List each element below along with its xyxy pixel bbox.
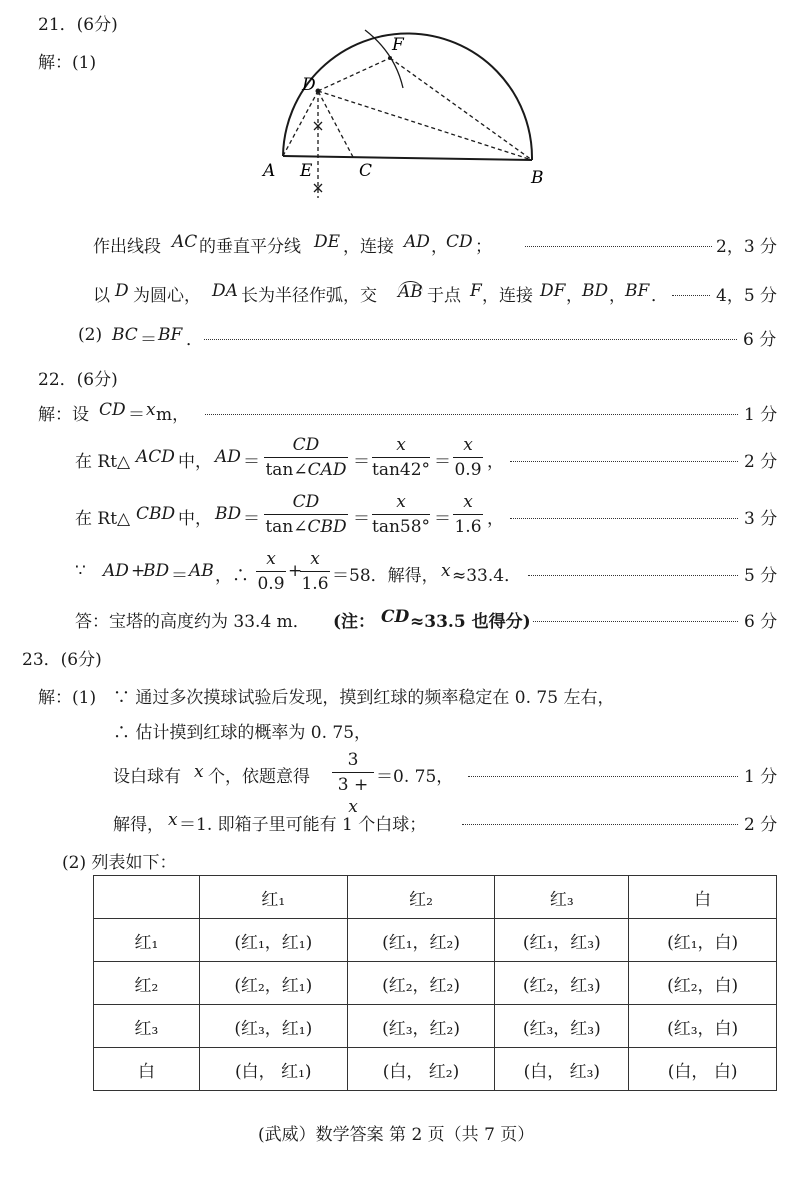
segment-df — [318, 58, 390, 91]
text: 以 — [93, 286, 110, 306]
table-row — [94, 1005, 777, 1048]
text: 在 Rt△ — [75, 452, 131, 472]
table-cell: 红₁ — [94, 919, 200, 962]
denominator: 1.6 — [454, 517, 482, 537]
text: CBD — [307, 517, 347, 537]
table-header-cell: 红₂ — [347, 876, 495, 919]
table-cell: (红₁，白) — [629, 919, 777, 962]
text: 3 + — [337, 775, 369, 795]
text: ， — [609, 286, 626, 306]
table-cell: 红₂ — [94, 962, 200, 1005]
text: ∵ — [75, 561, 86, 581]
text: AD — [404, 232, 430, 252]
outcome-table — [93, 875, 777, 1091]
table-header-cell: 红₁ — [199, 876, 347, 919]
leader-dots — [462, 824, 738, 825]
text: AD — [215, 447, 241, 467]
comma: ， — [487, 509, 504, 529]
q21-line2 — [0, 281, 808, 311]
q21-line1 — [0, 232, 808, 262]
segment-ab — [283, 156, 532, 160]
equals: ＝ — [434, 452, 451, 472]
table-row — [94, 919, 777, 962]
numerator: 3 — [347, 750, 359, 770]
text: (2) — [78, 325, 103, 345]
text: BC — [112, 325, 138, 345]
score: 1 分 — [744, 405, 778, 425]
denominator: 0.9 — [454, 460, 482, 480]
text: BD — [215, 504, 242, 524]
leader-dots — [510, 518, 738, 519]
table-cell: (白， 红₂) — [347, 1048, 495, 1091]
table-cell: (红₁，红₃) — [495, 919, 629, 962]
plus: + — [288, 561, 303, 581]
score: 6 分 — [743, 330, 777, 350]
score: 3 分 — [744, 509, 778, 529]
leader-dots — [528, 575, 738, 576]
text: DF — [540, 281, 566, 301]
table-cell: (白， 红₁) — [199, 1048, 347, 1091]
table-cell: (白， 白) — [629, 1048, 777, 1091]
denominator: 0.9 — [257, 574, 285, 594]
score: 2 分 — [744, 452, 778, 472]
fraction-bar — [372, 514, 430, 515]
text: CD — [99, 400, 126, 420]
answer-text: 答：宝塔的高度约为 33.4 m． — [75, 612, 310, 632]
numerator: x — [266, 549, 276, 569]
numerator: x — [310, 549, 320, 569]
numerator: x — [463, 492, 473, 512]
text: 为圆心， — [133, 286, 201, 306]
text: 解：设 — [38, 405, 89, 425]
text: ； — [475, 237, 492, 257]
fraction-bar — [372, 457, 430, 458]
label-f: F — [392, 35, 404, 55]
text: D — [115, 281, 129, 301]
text: AC — [172, 232, 198, 252]
table-cell: (红₂，红₁) — [199, 962, 347, 1005]
text: 作出线段 — [93, 237, 161, 257]
label-d: D — [302, 75, 316, 95]
fraction-bar — [453, 457, 483, 458]
geometry-figure — [255, 28, 555, 203]
text: ＝ — [243, 509, 260, 529]
note-text: CD — [381, 607, 410, 627]
denominator — [264, 516, 348, 538]
text: 中， — [178, 452, 212, 472]
numerator: x — [396, 435, 406, 455]
numerator: x — [396, 492, 406, 512]
equals: ＝ — [353, 509, 370, 529]
table-cell: (红₂，红₂) — [347, 962, 495, 1005]
text: ACD — [136, 447, 175, 467]
text: x — [441, 561, 451, 581]
text: AD — [103, 561, 129, 581]
text: m， — [156, 405, 190, 425]
fraction-x-over-0.9 — [453, 434, 483, 481]
q22-header: 22．(6分) — [38, 370, 118, 390]
text: ， — [431, 237, 448, 257]
text: 解：(1) — [38, 688, 97, 708]
score: 6 分 — [744, 612, 778, 632]
table-header-cell: 白 — [629, 876, 777, 919]
label-e: E — [300, 161, 313, 181]
table-row — [94, 962, 777, 1005]
numerator: CD — [292, 435, 320, 455]
text: + — [131, 561, 146, 581]
table-cell: (红₁，红₁) — [199, 919, 347, 962]
denominator: 1.6 — [301, 574, 329, 594]
text: x — [194, 762, 204, 782]
leader-dots — [672, 295, 710, 296]
text: AB — [189, 561, 214, 581]
text: ． — [651, 286, 668, 306]
fraction-x-over-1.6 — [453, 491, 483, 538]
text: x — [348, 797, 358, 817]
text: CD — [446, 232, 473, 252]
text: 长为半径作弧，交 — [241, 286, 377, 306]
table-cell: 白 — [94, 1048, 200, 1091]
leader-dots — [525, 246, 712, 247]
text: 解得， — [113, 815, 164, 835]
score: 4，5 分 — [716, 286, 778, 306]
score: 2，3 分 — [716, 237, 778, 257]
text: BD — [143, 561, 170, 581]
text: ＝0. 75， — [376, 767, 454, 787]
note-text: ≈33.5 也得分) — [410, 612, 531, 632]
fraction-bar — [256, 571, 286, 572]
fraction-x-over-1.6 — [300, 548, 330, 595]
fraction-bar — [332, 772, 374, 773]
fraction-bar — [264, 514, 348, 515]
q21-header: 21．(6分) — [38, 15, 118, 35]
numerator: x — [463, 435, 473, 455]
arc-ab: AB — [398, 282, 423, 302]
table-cell: (红₃，红₃) — [495, 1005, 629, 1048]
table-cell: (红₂，红₃) — [495, 962, 629, 1005]
fraction-x-over-tan58 — [372, 491, 430, 538]
fraction-bar — [300, 571, 330, 572]
fraction-bar — [264, 457, 348, 458]
table-header-cell — [94, 876, 200, 919]
text: tan∠ — [265, 517, 308, 537]
leader-dots — [468, 776, 738, 777]
q22-line1 — [0, 400, 808, 430]
text: ，连接 — [343, 237, 394, 257]
label-b: B — [531, 168, 544, 188]
text: x — [146, 400, 156, 420]
text: ，∴ — [215, 566, 249, 586]
text: 的垂直平分线 — [199, 237, 301, 257]
q22-line5 — [0, 607, 808, 637]
text: ∵ 通过多次摸球试验后发现，摸到红球的频率稳定在 0. 75 左右， — [113, 688, 615, 708]
q23-line2 — [0, 718, 808, 748]
comma: ， — [487, 452, 504, 472]
text: 中， — [178, 509, 212, 529]
table-cell: (红₃，红₁) — [199, 1005, 347, 1048]
fraction-x-over-0.9 — [256, 548, 286, 595]
text: ＝ — [171, 566, 188, 586]
text: ＝ — [243, 452, 260, 472]
leader-dots — [510, 461, 738, 462]
denominator: tan58° — [372, 517, 431, 537]
text: ∴ 估计摸到红球的概率为 0. 75， — [113, 723, 372, 743]
fraction-3-over-3-plus-x — [332, 749, 374, 818]
fraction-x-over-tan42 — [372, 434, 430, 481]
text: 设白球有 — [113, 767, 181, 787]
q21-solution-label: 解：(1) — [38, 53, 97, 73]
label-c: C — [359, 161, 373, 181]
segment-bf — [390, 58, 532, 160]
text: 于点 — [427, 286, 461, 306]
text: x — [168, 810, 178, 830]
q23-part2-label: (2) 列表如下： — [62, 853, 177, 873]
table-row — [94, 1048, 777, 1091]
text: tan∠ — [265, 460, 308, 480]
table-cell: (红₃，红₂) — [347, 1005, 495, 1048]
text: ＝ — [140, 330, 157, 350]
text: ＝1. 即箱子里可能有 1 个白球； — [179, 815, 427, 835]
text: BF — [158, 325, 183, 345]
table-cell: (红₁，红₂) — [347, 919, 495, 962]
equals: ＝ — [353, 452, 370, 472]
fraction-cd-over-tan-cbd — [264, 491, 348, 538]
text: ，连接 — [482, 286, 533, 306]
text: BD — [582, 281, 609, 301]
point-d — [316, 89, 321, 94]
text: 个，依题意得 — [208, 767, 310, 787]
text: DE — [314, 232, 341, 252]
text: ． — [186, 330, 203, 350]
leader-dots — [205, 414, 738, 415]
table-cell: 红₃ — [94, 1005, 200, 1048]
table-cell: (红₂，白) — [629, 962, 777, 1005]
text: CBD — [136, 504, 176, 524]
q23-line4 — [0, 810, 808, 840]
numerator: CD — [292, 492, 320, 512]
score: 1 分 — [744, 767, 778, 787]
table-cell: (白， 红₃) — [495, 1048, 629, 1091]
semicircle-arc — [283, 33, 532, 160]
note-text: (注： — [333, 612, 376, 632]
text: ＝58．解得， — [332, 566, 439, 586]
text: ≈33.4． — [452, 566, 522, 586]
table-cell: (红₃，白) — [629, 1005, 777, 1048]
text: ， — [566, 286, 583, 306]
segment-bd — [318, 91, 532, 160]
score: 5 分 — [744, 566, 778, 586]
point-f — [388, 56, 392, 60]
table-header-row — [94, 876, 777, 919]
denominator — [264, 459, 348, 481]
label-a: A — [263, 161, 276, 181]
text: ＝ — [128, 405, 145, 425]
leader-dots — [533, 621, 738, 622]
text: F — [470, 281, 482, 301]
text: CAD — [307, 460, 347, 480]
text: BF — [625, 281, 650, 301]
page-footer: (武威）数学答案 第 2 页（共 7 页） — [258, 1125, 535, 1145]
text: 在 Rt△ — [75, 509, 131, 529]
equals: ＝ — [434, 509, 451, 529]
table-header-cell: 红₃ — [495, 876, 629, 919]
score: 2 分 — [744, 815, 778, 835]
leader-dots — [204, 339, 737, 340]
q23-line1 — [0, 683, 808, 713]
denominator: tan42° — [372, 460, 431, 480]
text: DA — [212, 281, 238, 301]
fraction-cd-over-tan-cad — [264, 434, 348, 481]
q21-line3 — [0, 325, 808, 355]
fraction-bar — [453, 514, 483, 515]
q23-header: 23．(6分) — [22, 650, 102, 670]
